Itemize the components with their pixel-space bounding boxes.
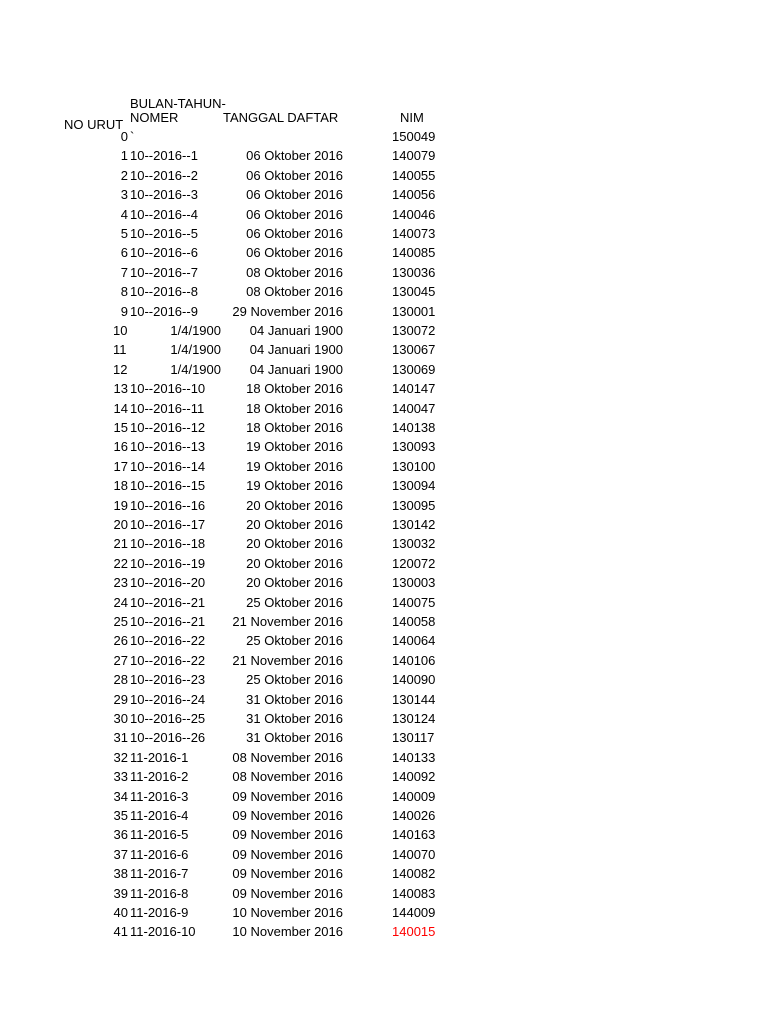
cell-no-urut: 32 [113,749,128,765]
cell-bulan-tahun-nomer: 10--2016--20 [130,575,206,591]
cell-bulan-tahun-nomer: 10--2016--5 [130,226,198,241]
cell-tanggal-daftar: 20 Oktober 2016 [246,497,343,513]
cell-no-urut: 7 [120,264,128,280]
cell-bulan-tahun-nomer: 10--2016--21 [130,614,206,629]
cell-no-urut: 22 [113,555,128,571]
cell-bulan-tahun-nomer: 10--2016--9 [130,303,198,319]
cell-nim: 140082 [392,866,436,882]
cell-bulan-tahun-nomer: 10--2016--6 [130,245,198,261]
cell-no-urut: 30 [113,711,128,726]
cell-bulan-tahun-nomer: 10--2016--26 [130,730,206,746]
table-row [0,654,768,673]
cell-nim: 130072 [392,323,436,338]
cell-nim: 130003 [392,575,436,591]
table-row [0,460,768,479]
cell-nim: 140058 [392,614,436,629]
cell-bulan-tahun-nomer: 11-2016-6 [130,846,189,862]
cell-tanggal-daftar: 31 Oktober 2016 [246,691,343,707]
cell-no-urut: 3 [120,187,128,203]
table-row [0,440,768,459]
table-row [0,130,768,149]
cell-tanggal-daftar: 08 Oktober 2016 [246,284,343,300]
table-row [0,518,768,537]
cell-nim: 130069 [392,361,436,377]
table-row [0,421,768,440]
cell-bulan-tahun-nomer: 10--2016--24 [130,691,206,707]
table-row [0,693,768,712]
cell-no-urut: 0 [120,129,128,144]
cell-bulan-tahun-nomer: 10--2016--11 [130,400,205,416]
cell-bulan-tahun-nomer: 10--2016--7 [130,264,198,280]
cell-bulan-tahun-nomer: 10--2016--15 [130,478,206,494]
table-row [0,596,768,615]
cell-tanggal-daftar: 19 Oktober 2016 [246,439,343,455]
cell-bulan-tahun-nomer: 10--2016--13 [130,439,206,455]
table-row [0,227,768,246]
cell-nim: 140085 [392,245,436,261]
cell-no-urut: 19 [113,497,128,513]
cell-bulan-tahun-nomer: 11-2016-5 [130,827,189,843]
cell-nim: 140046 [392,206,436,222]
cell-no-urut: 21 [113,536,128,552]
cell-tanggal-daftar: 31 Oktober 2016 [246,730,343,746]
table-row [0,149,768,168]
table-row [0,809,768,828]
table-row [0,887,768,906]
cell-nim: 140064 [392,633,436,649]
cell-nim: 130036 [392,264,436,280]
cell-tanggal-daftar: 20 Oktober 2016 [246,555,343,571]
cell-nim: 140092 [392,769,436,785]
cell-nim: 130142 [392,517,436,532]
cell-no-urut: 25 [113,614,128,629]
cell-tanggal-daftar: 18 Oktober 2016 [246,400,343,416]
cell-bulan-tahun-nomer: 10--2016--22 [130,633,206,649]
table-row [0,925,768,944]
cell-tanggal-daftar: 09 November 2016 [232,885,343,901]
cell-nim: 130117 [392,730,435,746]
cell-no-urut: 9 [120,303,128,319]
cell-tanggal-daftar: 06 Oktober 2016 [246,226,343,241]
cell-nim: 140138 [392,420,436,435]
table-row [0,188,768,207]
cell-no-urut: 4 [120,206,128,222]
cell-tanggal-daftar: 25 Oktober 2016 [246,633,343,649]
cell-bulan-tahun-nomer: 10--2016--23 [130,672,206,688]
cell-no-urut: 16 [113,439,128,455]
cell-bulan-tahun-nomer: 11-2016-4 [130,808,189,823]
table-row [0,305,768,324]
cell-no-urut: 40 [113,905,128,920]
cell-no-urut: 18 [113,478,128,494]
cell-nim: 140055 [392,167,436,183]
cell-bulan-tahun-nomer: 10--2016--4 [130,206,198,222]
cell-no-urut: 1 [120,148,128,164]
header-tanggal-daftar: TANGGAL DAFTAR [223,110,339,125]
cell-tanggal-daftar: 18 Oktober 2016 [246,381,343,397]
table-row [0,828,768,847]
cell-nim: 140090 [392,672,436,688]
cell-bulan-tahun-nomer: 11-2016-7 [130,866,189,882]
cell-bulan-tahun-nomer: 10--2016--14 [130,458,206,474]
cell-bulan-tahun-nomer: 1/4/1900 [170,342,221,358]
cell-no-urut: 17 [113,458,128,474]
cell-no-urut: 23 [113,575,128,591]
cell-bulan-tahun-nomer: 10--2016--3 [130,187,198,203]
table-row [0,731,768,750]
table-row [0,363,768,382]
cell-bulan-tahun-nomer: 1/4/1900 [170,323,221,338]
cell-no-urut: 39 [113,885,128,901]
cell-no-urut: 35 [113,808,128,823]
table-row [0,770,768,789]
cell-nim: 140079 [392,148,436,164]
table-row [0,208,768,227]
cell-tanggal-daftar: 09 November 2016 [232,788,343,804]
cell-bulan-tahun-nomer: 10--2016--22 [130,652,206,668]
cell-no-urut: 13 [113,381,128,397]
cell-nim: 130093 [392,439,436,455]
cell-no-urut: 24 [113,594,128,610]
cell-no-urut: 34 [113,788,128,804]
cell-no-urut: 12 [113,361,128,377]
cell-no-urut: 8 [120,284,128,300]
cell-nim: 140075 [392,594,436,610]
cell-nim: 140083 [392,885,436,901]
cell-tanggal-daftar: 21 November 2016 [232,614,343,629]
cell-no-urut: 41 [113,924,128,940]
table-row [0,867,768,886]
cell-bulan-tahun-nomer: 11-2016-2 [130,769,189,785]
cell-nim: 140026 [392,808,436,823]
cell-no-urut: 38 [113,866,128,882]
table-row [0,634,768,653]
cell-tanggal-daftar: 04 Januari 1900 [249,323,343,338]
cell-nim: 130144 [392,691,436,707]
table-row [0,576,768,595]
cell-nim: 144009 [392,905,436,920]
cell-bulan-tahun-nomer: 10--2016--18 [130,536,206,552]
header-no-urut: NO URUT [64,117,124,132]
cell-tanggal-daftar: 06 Oktober 2016 [246,148,343,164]
cell-no-urut: 26 [113,633,128,649]
cell-nim: 130045 [392,284,436,300]
cell-nim: 150049 [392,129,436,144]
table-row [0,246,768,265]
cell-no-urut: 5 [120,226,128,241]
cell-no-urut: 28 [113,672,128,688]
cell-nim: 140009 [392,788,436,804]
cell-tanggal-daftar: 20 Oktober 2016 [246,517,343,532]
cell-tanggal-daftar: 08 Oktober 2016 [246,264,343,280]
cell-tanggal-daftar: 20 Oktober 2016 [246,575,343,591]
cell-tanggal-daftar: 06 Oktober 2016 [246,167,343,183]
table-row [0,557,768,576]
cell-bulan-tahun-nomer: 10--2016--17 [130,517,206,532]
cell-nim: 130032 [392,536,436,552]
cell-tanggal-daftar: 09 November 2016 [232,866,343,882]
table-row [0,402,768,421]
cell-tanggal-daftar: 19 Oktober 2016 [246,458,343,474]
cell-no-urut: 36 [113,827,128,843]
cell-tanggal-daftar: 10 November 2016 [232,905,343,920]
cell-tanggal-daftar: 06 Oktober 2016 [246,187,343,203]
cell-nim: 130094 [392,478,436,494]
cell-nim: 130095 [392,497,436,513]
table-row [0,479,768,498]
cell-tanggal-daftar: 19 Oktober 2016 [246,478,343,494]
cell-nim: 130067 [392,342,436,358]
cell-nim: 130100 [392,458,436,474]
cell-bulan-tahun-nomer: 1/4/1900 [170,361,221,377]
cell-tanggal-daftar: 08 November 2016 [232,749,343,765]
table-row [0,285,768,304]
cell-tanggal-daftar: 18 Oktober 2016 [246,420,343,435]
table-row [0,324,768,343]
cell-no-urut: 11 [113,342,127,358]
cell-tanggal-daftar: 04 Januari 1900 [249,361,343,377]
cell-nim: 140073 [392,226,436,241]
table-row [0,537,768,556]
table-row [0,343,768,362]
cell-bulan-tahun-nomer: 11-2016-3 [130,788,189,804]
cell-no-urut: 29 [113,691,128,707]
cell-nim: 140070 [392,846,436,862]
table-row [0,712,768,731]
cell-nim: 140133 [392,749,436,765]
table-row [0,673,768,692]
cell-tanggal-daftar: 09 November 2016 [232,846,343,862]
cell-tanggal-daftar: 06 Oktober 2016 [246,206,343,222]
cell-bulan-tahun-nomer: 10--2016--16 [130,497,206,513]
cell-no-urut: 27 [113,652,128,668]
header-bulan-tahun-line1: BULAN-TAHUN- [130,96,226,111]
cell-bulan-tahun-nomer: 10--2016--21 [130,594,206,610]
cell-tanggal-daftar: 06 Oktober 2016 [246,245,343,261]
cell-tanggal-daftar: 10 November 2016 [232,924,343,940]
cell-bulan-tahun-nomer: 11-2016-9 [130,905,189,920]
cell-tanggal-daftar: 09 November 2016 [232,808,343,823]
cell-nim: 140147 [392,381,436,397]
cell-no-urut: 33 [113,769,128,785]
cell-bulan-tahun-nomer: 11-2016-10 [130,924,196,940]
table-row [0,790,768,809]
table-row [0,169,768,188]
header-bulan-tahun-line2: NOMER [130,110,179,125]
cell-bulan-tahun-nomer: 10--2016--2 [130,167,198,183]
cell-tanggal-daftar: 21 November 2016 [232,652,343,668]
cell-tanggal-daftar: 31 Oktober 2016 [246,711,343,726]
cell-nim: 140163 [392,827,436,843]
cell-nim: 140047 [392,400,436,416]
table-row [0,848,768,867]
cell-tanggal-daftar: 04 Januari 1900 [249,342,343,358]
cell-tanggal-daftar: 25 Oktober 2016 [246,672,343,688]
cell-nim: 120072 [392,555,436,571]
cell-nim: 130001 [392,303,436,319]
cell-no-urut: 2 [120,167,128,183]
header-nim: NIM [400,110,424,125]
table-row [0,499,768,518]
cell-nim: 140106 [392,652,436,668]
cell-tanggal-daftar: 29 November 2016 [232,303,343,319]
cell-no-urut: 15 [113,420,128,435]
cell-tanggal-daftar: 20 Oktober 2016 [246,536,343,552]
table-row [0,266,768,285]
cell-nim: 130124 [392,711,436,726]
cell-bulan-tahun-nomer: 10--2016--1 [130,148,198,164]
cell-no-urut: 6 [120,245,128,261]
cell-no-urut: 37 [113,846,128,862]
table-row [0,751,768,770]
cell-no-urut: 10 [113,323,128,338]
cell-bulan-tahun-nomer: ` [130,129,135,144]
cell-bulan-tahun-nomer: 10--2016--25 [130,711,206,726]
cell-no-urut: 14 [113,400,128,416]
table-row [0,615,768,634]
table-row [0,906,768,925]
cell-no-urut: 20 [113,517,128,532]
cell-tanggal-daftar: 08 November 2016 [232,769,343,785]
cell-tanggal-daftar: 09 November 2016 [232,827,343,843]
cell-bulan-tahun-nomer: 11-2016-1 [130,749,189,765]
cell-bulan-tahun-nomer: 10--2016--8 [130,284,198,300]
cell-bulan-tahun-nomer: 10--2016--10 [130,381,206,397]
cell-bulan-tahun-nomer: 10--2016--19 [130,555,206,571]
table-row [0,382,768,401]
cell-tanggal-daftar: 25 Oktober 2016 [246,594,343,610]
cell-no-urut: 31 [113,730,128,746]
cell-nim: 140056 [392,187,436,203]
cell-nim: 140015 [392,924,436,940]
cell-bulan-tahun-nomer: 10--2016--12 [130,420,206,435]
cell-bulan-tahun-nomer: 11-2016-8 [130,885,189,901]
